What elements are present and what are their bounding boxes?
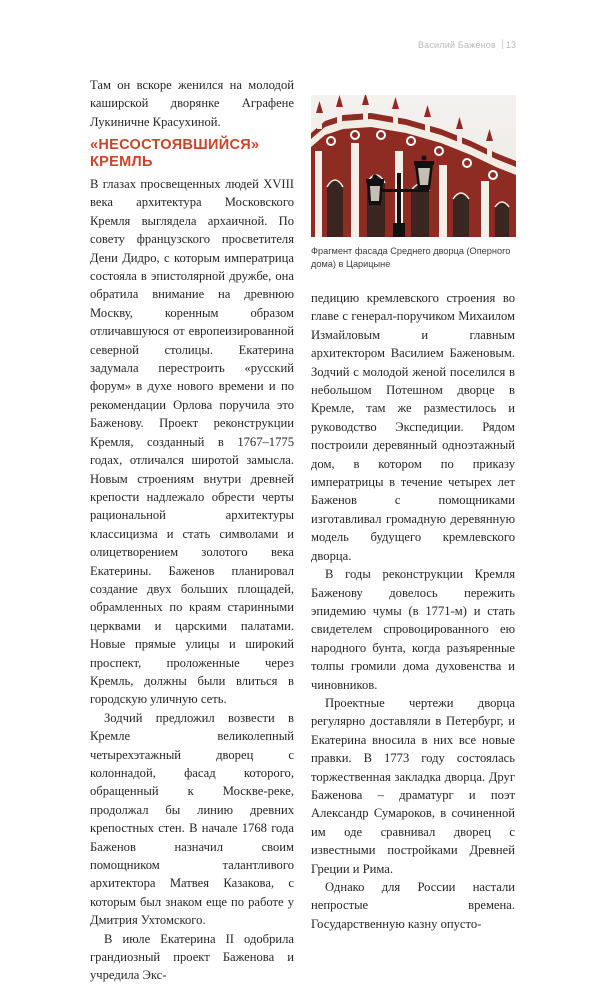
running-header-separator: | <box>501 39 504 50</box>
palace-facade-photo <box>311 95 516 237</box>
running-header <box>0 40 600 58</box>
text-column-left <box>90 175 294 985</box>
intro-paragraph: Там он вскоре женился на молодой каширской дворянке Аграфене Лукиничне Красухиной. <box>90 78 294 129</box>
paragraph: В июле Екатерина II одобрила грандиозный проект Баженова и учредила Экс- <box>90 931 294 983</box>
paragraph: В годы реконструкции Кремля Баженову довелось пережить эпидемию чумы (в 1771-м) и стать свидетелем спровоцированного ею народного бунта, когда разъяренные толпы громили дома духовенства и чиновников. <box>311 567 515 692</box>
section-heading <box>90 137 290 171</box>
paragraph: Зодчий предложил возвести в Кремле великолепный четырехэтажный дворец с колоннадой, фасад которого, обращенный к Москве-реке, продолжал бы линию древних крепостных стен. В начале 1768 года Баженов назначил своим помощником талантливого архитектора Матвея Казакова, с которым был знаком еще по работе у Дмитрия Ухтомского. <box>90 710 294 928</box>
page-number: 13 <box>505 40 516 50</box>
paragraph: педицию кремлевского строения во главе с генерал-поручиком Михаилом Измайловым и главным архитектором Василием Баженовым. Зодчий с молодой женой поселился в небольшом Потешном дворце в Кремле, там же разместилось и руководство Экспедиции. Рядом построили деревянный одноэтажный дом, в котором по приказу императрицы в течение четырех лет Баженов с помощниками изготавливал громадную деревянную модель будущего кремлевского дворца. <box>311 291 515 563</box>
paragraph: В глазах просвещенных людей XVIII века архитектура Московского Кремля выглядела архаичной. По совету французского просветителя Дени Дидро, с которым императрица состояла в эпистолярной дружбе, она обратила внимание на древнюю Москву, коренным образом отличавшуюся от европеизированной северной столицы. Екатерина задумала перестроить «русский форум» в духе нового времени и по рекомендации Орлова поручила это Баженову. Проект реконструкции Кремля, созданный в 1767–1775 годах, отличался широтой замысла. Новым строениям внутри древней крепости надлежало обрести черты рациональной архитектуры классицизма и стать символами и олицетворением золотого века Екатерины. Баженов планировал создание двух больших площадей, обрамленных по краям старинными церквами и царскими палатами. Новые прямые улицы и широкий проспект, проложенные через Кремль, должны были влиться в городскую уличную сеть. <box>90 177 294 707</box>
text-column-right <box>311 289 515 933</box>
section-heading-line-2: КРЕМЛЬ <box>90 154 153 170</box>
photo-caption: Фрагмент фасада Среднего дворца (Оперного дома) в Царицыне <box>311 246 511 269</box>
section-heading-line-1: «НЕСОСТОЯВШИЙСЯ» <box>90 137 260 153</box>
running-header-author: Василий Баженов <box>417 40 496 50</box>
paragraph: Проектные чертежи дворца регулярно доставляли в Петербург, и Екатерина вносила в них все новые правки. В 1773 году состоялась торжественная закладка дворца. Друг Баженова – драматург и поэт Александр Сумароков, в сочиненной им оде сравнивал дворец с известными постройками Древней Греции и Рима. <box>311 695 515 876</box>
paragraph: Однако для России настали непростые времена. Государственную казну опусто- <box>311 880 515 931</box>
